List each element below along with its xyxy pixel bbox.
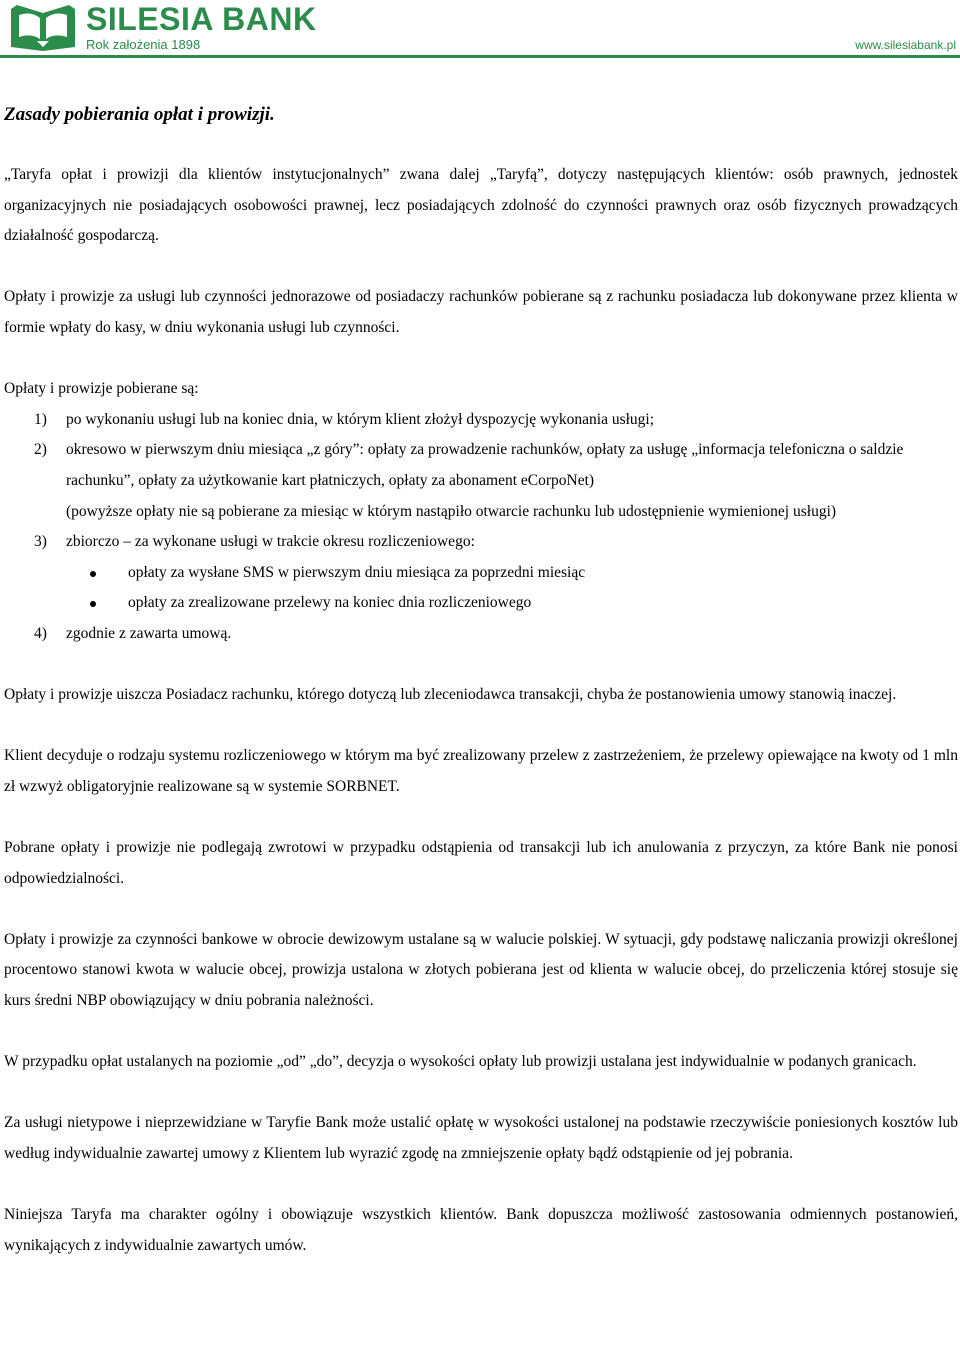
paragraph-range-fees: W przypadku opłat ustalanych na poziomie „od” „do”, decyzja o wysokości opłaty lub prowizji ustalana jest indywidualnie w podanych granicach. [4,1053,917,1071]
fee-collection-list [4,405,958,650]
list-item [4,619,958,650]
list-item [4,435,958,527]
book-logo-icon [7,3,79,53]
list-intro: Opłaty i prowizje pobierane są: [4,380,199,398]
document-body [4,100,958,1292]
bullet-icon [90,571,96,577]
list-item-text: okresowo w pierwszym dniu miesiąca „z góry”: opłaty za prowadzenie rachunków, opłaty za usługę „informacja telefoniczna o saldzie rachunku”, opłaty za użytkowanie kart płatniczych, opłaty za abonament eCorpoNet) [66,441,904,489]
bullet-text: opłaty za zrealizowane przelewy na koniec dnia rozliczeniowego [128,594,532,612]
paragraph-one-time-fees: Opłaty i prowizje za usługi lub czynności jednorazowe od posiadaczy rachunków pobierane są z rachunku posiadacza lub dokonywane przez klienta w formie wpłaty do kasy, w dniu wykonania usługi lub czynności. [4,288,958,336]
list-item [4,527,958,619]
paragraph-payer: Opłaty i prowizje uiszcza Posiadacz rachunku, którego dotyczą lub zleceniodawca transakcji, chyba że postanowienia umowy stanowią inaczej. [4,686,897,704]
paragraph-scope: „Taryfa opłat i prowizji dla klientów instytucjonalnych” zwana dalej „Taryfą”, dotyczy następujących klientów: osób prawnych, jednostek organizacyjnych nie posiadających osobowości prawnej, lecz posiadających zdolność do czynności prawnych oraz osób fizycznych prowadzących działalność gospodarczą. [4,166,958,245]
list-item-text: zgodnie z zawarta umową. [66,624,232,642]
list-item-note: (powyższe opłaty nie są pobierane za miesiąc w którym nastąpiło otwarcie rachunku lub udostępnienie wymienionej usługi) [66,502,837,520]
paragraph-settlement-system: Klient decyduje o rodzaju systemu rozliczeniowego w którym ma być zrealizowany przelew z zastrzeżeniem, że przelewy opiewające na kwoty od 1 mln zł wzwyż obligatoryjnie realizowane są w systemie SORBNET. [4,747,958,795]
bullet-list [66,558,958,619]
list-number: 1) [34,410,47,428]
list-item [4,405,958,436]
paragraph-general-nature: Niniejsza Taryfa ma charakter ogólny i obowiązuje wszystkich klientów. Bank dopuszcza możliwość zastosowania odmiennych postanowień, wynikających z indywidualnie zawartych umów. [4,1206,958,1254]
bullet-item [66,558,958,589]
paragraph-no-refunds: Pobrane opłaty i prowizje nie podlegają zwrotowi w przypadku odstąpienia od transakcji lub ich anulowania z przyczyn, za które Bank nie ponosi odpowiedzialności. [4,839,958,887]
founded-year: Rok założenia 1898 [86,37,201,52]
list-item-text: po wykonaniu usługi lub na koniec dnia, w którym klient złożył dyspozycję wykonania usługi; [66,410,655,428]
bank-name: SILESIA BANK [86,1,317,37]
list-number: 4) [34,624,47,642]
bullet-text: opłaty za wysłane SMS w pierwszym dniu miesiąca za poprzedni miesiąc [128,563,586,581]
page-header [0,0,960,58]
header-divider [0,55,960,58]
bullet-item [66,588,958,619]
list-number: 2) [34,441,47,459]
document-title: Zasady pobierania opłat i prowizji. [4,104,275,125]
paragraph-foreign-currency: Opłaty i prowizje za czynności bankowe w obrocie dewizowym ustalane są w walucie polskiej. W sytuacji, gdy podstawę naliczania prowizji określonej procentowo stanowi kwota w walucie obcej, prowizja ustalona w złotych pobierana jest od klienta w walucie obcej, do przeliczenia której stosuje się kurs średni NBP obowiązujący w dniu pobrania należności. [4,930,958,1010]
paragraph-atypical-services: Za usługi nietypowe i nieprzewidziane w Taryfie Bank może ustalić opłatę w wysokości ustalonej na podstawie rzeczywiście poniesionych kosztów lub według indywidualnie zawartej umowy z Klientem lub wyrazić zgodę na zmniejszenie opłaty bądź odstąpienie od jej pobrania. [4,1114,958,1162]
list-number: 3) [34,533,47,551]
bullet-icon [90,601,96,607]
list-item-text: zbiorczo – za wykonane usługi w trakcie okresu rozliczeniowego: [66,533,475,551]
website-link[interactable]: www.silesiabank.pl [855,38,956,52]
